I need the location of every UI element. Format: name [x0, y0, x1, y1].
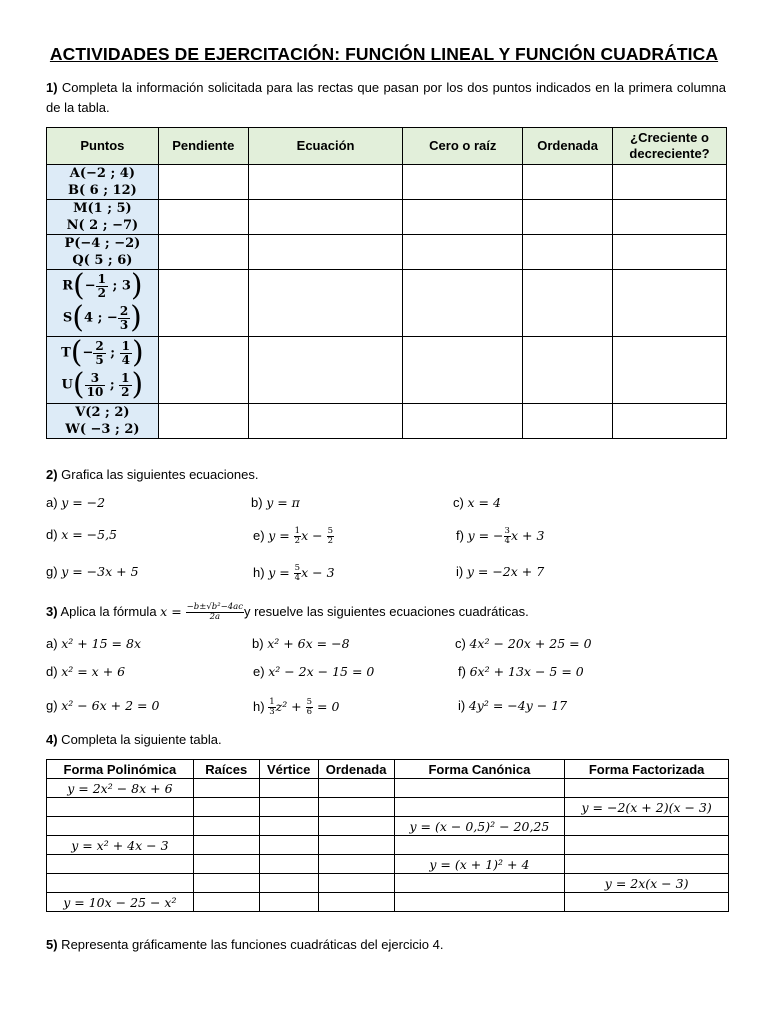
points-cell	[47, 165, 159, 200]
header-forma-factorizada: Forma Factorizada	[565, 760, 729, 779]
given-cell: y = (x + 1)² + 4	[394, 855, 565, 874]
quadratic-formula: $\frac{\text{−b±√b²−4ac}}{2a}$	[186, 602, 243, 623]
header-raices: Raíces	[193, 760, 259, 779]
point-label: T	[61, 345, 71, 361]
answer-cell[interactable]	[158, 337, 248, 404]
exercise-item: b) y = π	[251, 495, 300, 510]
exercise-1-instruction	[46, 78, 726, 118]
exercise-2-row	[46, 564, 726, 586]
header-vertice: Vértice	[259, 760, 318, 779]
exercise-item: e) x² − 2x − 15 = 0	[253, 664, 375, 679]
answer-cell[interactable]	[613, 270, 727, 337]
header-puntos: Puntos	[47, 128, 159, 165]
answer-cell[interactable]	[248, 337, 403, 404]
answer-cell[interactable]	[47, 798, 194, 817]
lines-table	[46, 127, 727, 439]
header-creciente: ¿Creciente o decreciente?	[613, 128, 727, 165]
answer-cell[interactable]	[394, 893, 565, 912]
exercise-item: i) 4y² = −4y − 17	[458, 698, 568, 713]
exercise-3-row	[46, 698, 726, 720]
minus-sign: −	[84, 278, 96, 294]
header-cero-raiz: Cero o raíz	[403, 128, 523, 165]
points-cell	[47, 337, 159, 404]
answer-cell[interactable]	[47, 817, 194, 836]
answer-cell[interactable]	[318, 855, 394, 874]
answer-cell[interactable]	[193, 855, 259, 874]
quadratic-table-header	[47, 760, 729, 779]
fraction: $\frac{1}{2}$	[97, 271, 106, 300]
answer-cell[interactable]	[403, 404, 523, 439]
answer-cell[interactable]	[613, 200, 727, 235]
given-cell: y = −2(x + 2)(x − 3)	[565, 798, 729, 817]
header-forma-polinomica: Forma Polinómica	[47, 760, 194, 779]
answer-cell[interactable]	[565, 779, 729, 798]
answer-cell[interactable]	[193, 893, 259, 912]
header-ecuacion: Ecuación	[248, 128, 403, 165]
answer-cell[interactable]	[259, 893, 318, 912]
given-cell: y = (x − 0,5)² − 20,25	[394, 817, 565, 836]
fraction: $\frac{1}{2}$	[121, 370, 130, 399]
answer-cell[interactable]	[613, 165, 727, 200]
answer-cell[interactable]	[565, 817, 729, 836]
answer-cell[interactable]	[523, 337, 613, 404]
quadratic-table	[46, 759, 729, 912]
point-label: S	[62, 310, 73, 326]
answer-cell[interactable]	[565, 893, 729, 912]
exercise-3-number: 3)	[46, 604, 58, 619]
exercise-item: a) y = −2	[46, 495, 106, 510]
exercise-2-instruction	[46, 465, 726, 485]
header-ordenada: Ordenada	[318, 760, 394, 779]
point-rest: ; 3	[112, 278, 131, 294]
exercise-item: c) x = 4	[453, 495, 501, 510]
answer-cell[interactable]	[47, 874, 194, 893]
table-row	[47, 270, 727, 337]
points-cell	[47, 200, 159, 235]
answer-cell[interactable]	[158, 200, 248, 235]
answer-cell[interactable]	[318, 836, 394, 855]
table-row	[47, 235, 727, 270]
answer-cell[interactable]	[318, 798, 394, 817]
exercise-item: h) y = $\frac{5}{4}$ x − 3	[253, 563, 335, 583]
header-ordenada: Ordenada	[523, 128, 613, 165]
header-forma-canonica: Forma Canónica	[394, 760, 565, 779]
answer-cell[interactable]	[259, 874, 318, 893]
exercise-5-number: 5)	[46, 937, 58, 952]
answer-cell[interactable]	[403, 270, 523, 337]
exercise-2-text: Grafica las siguientes ecuaciones.	[57, 467, 259, 482]
point-first: 4 ; −	[84, 310, 118, 326]
exercise-item: d) x = −5,5	[46, 527, 118, 542]
answer-cell[interactable]	[193, 836, 259, 855]
points-cell	[47, 270, 159, 337]
exercise-item: d) x² = x + 6	[46, 664, 126, 679]
answer-cell[interactable]	[248, 200, 403, 235]
point-v: V(2 ; 2)	[75, 405, 130, 420]
exercise-4-number: 4)	[46, 732, 58, 747]
exercise-5-text: Representa gráficamente las funciones cuadráticas del ejercicio 4.	[57, 937, 444, 952]
point-label: R	[62, 278, 73, 294]
answer-cell[interactable]	[259, 779, 318, 798]
answer-cell[interactable]	[394, 874, 565, 893]
point-label: U	[61, 377, 73, 393]
given-cell: y = 2x² − 8x + 6	[47, 779, 194, 798]
answer-cell[interactable]	[394, 779, 565, 798]
exercise-item: b) x² + 6x = −8	[252, 636, 350, 651]
table-row	[47, 200, 727, 235]
answer-cell[interactable]	[248, 235, 403, 270]
answer-cell[interactable]	[523, 404, 613, 439]
answer-cell[interactable]	[565, 855, 729, 874]
answer-cell[interactable]	[523, 200, 613, 235]
point-s: S(4 ; − $\frac{2}{3}$ )	[62, 300, 142, 335]
answer-cell[interactable]	[193, 779, 259, 798]
answer-cell[interactable]	[248, 404, 403, 439]
exercise-item: c) 4x² − 20x + 25 = 0	[455, 636, 592, 651]
exercise-3-text-b: y resuelve las siguientes ecuaciones cuadráticas.	[243, 604, 529, 619]
answer-cell[interactable]	[523, 270, 613, 337]
answer-cell[interactable]	[193, 874, 259, 893]
answer-cell[interactable]	[318, 817, 394, 836]
answer-cell[interactable]	[403, 235, 523, 270]
exercise-item: i) y = −2x + 7	[456, 564, 545, 579]
table-row	[47, 893, 729, 912]
answer-cell[interactable]	[193, 798, 259, 817]
answer-cell[interactable]	[47, 855, 194, 874]
page-title: ACTIVIDADES DE EJERCITACIÓN: FUNCIÓN LINEAL Y FUNCIÓN CUADRÁTICA	[49, 44, 719, 64]
answer-cell[interactable]	[403, 200, 523, 235]
answer-cell[interactable]	[613, 337, 727, 404]
table-row	[47, 855, 729, 874]
point-q: Q( 5 ; 6)	[72, 253, 133, 268]
answer-cell[interactable]	[259, 836, 318, 855]
point-u: U( $\frac{3}{10}$ ; $\frac{1}{2}$ )	[61, 367, 144, 402]
fraction: $\frac{2}{5}$	[95, 338, 104, 367]
answer-cell[interactable]	[394, 836, 565, 855]
point-m: M(1 ; 5)	[73, 201, 132, 216]
given-cell: y = x² + 4x − 3	[47, 836, 194, 855]
table-row	[47, 817, 729, 836]
exercise-1-text: Completa la información solicitada para las rectas que pasan por los dos puntos indicados en la primera columna de la tabla.	[46, 80, 726, 115]
answer-cell[interactable]	[248, 165, 403, 200]
exercise-item: g) y = −3x + 5	[46, 564, 139, 579]
answer-cell[interactable]	[318, 893, 394, 912]
point-a: A(−2 ; 4)	[69, 166, 136, 181]
exercise-4-text: Completa la siguiente tabla.	[57, 732, 222, 747]
answer-cell[interactable]	[523, 235, 613, 270]
header-pendiente: Pendiente	[158, 128, 248, 165]
answer-cell[interactable]	[613, 404, 727, 439]
exercise-item: g) x² − 6x + 2 = 0	[46, 698, 160, 713]
exercise-2-number: 2)	[46, 467, 58, 482]
exercise-3-text-a: Aplica la fórmula	[57, 604, 161, 619]
answer-cell[interactable]	[318, 874, 394, 893]
answer-cell[interactable]	[613, 235, 727, 270]
exercise-item: f) y = − $\frac{3}{4}$ x + 3	[456, 526, 545, 546]
fraction: $\frac{3}{10}$	[86, 370, 104, 399]
answer-cell[interactable]	[158, 165, 248, 200]
answer-cell[interactable]	[523, 165, 613, 200]
points-cell	[47, 235, 159, 270]
point-b: B( 6 ; 12)	[67, 183, 137, 198]
table-row	[47, 779, 729, 798]
exercise-item: f) 6x² + 13x − 5 = 0	[458, 664, 584, 679]
point-p: P(−4 ; −2)	[64, 236, 141, 251]
answer-cell[interactable]	[394, 798, 565, 817]
given-cell: y = 2x(x − 3)	[565, 874, 729, 893]
point-n: N( 2 ; −7)	[66, 218, 139, 233]
given-cell: y = 10x − 25 − x²	[47, 893, 194, 912]
point-t: T(− $\frac{2}{5}$ ; $\frac{1}{4}$ )	[61, 335, 144, 370]
table-row	[47, 404, 727, 439]
answer-cell[interactable]	[248, 270, 403, 337]
exercise-item: e) y = $\frac{1}{2}$ x − $\frac{5}{2}$	[253, 526, 333, 546]
exercise-item: a) x² + 15 = 8x	[46, 636, 141, 651]
formula-lhs: x =	[160, 604, 186, 619]
lines-table-header	[47, 128, 727, 165]
exercise-2-row	[46, 495, 726, 517]
answer-cell[interactable]	[158, 270, 248, 337]
exercise-3-instruction	[46, 602, 726, 622]
point-w: W( −3 ; 2)	[65, 422, 140, 437]
exercise-4-instruction	[46, 730, 726, 750]
minus-sign: −	[82, 345, 94, 361]
answer-cell[interactable]	[158, 404, 248, 439]
answer-cell[interactable]	[403, 337, 523, 404]
table-row	[47, 836, 729, 855]
answer-cell[interactable]	[259, 798, 318, 817]
exercise-2-row	[46, 527, 726, 549]
answer-cell[interactable]	[403, 165, 523, 200]
exercise-item: h) $\frac{1}{3}$ z² + $\frac{5}{6}$ = 0	[253, 697, 340, 717]
point-r: R(− $\frac{1}{2}$ ; 3)	[62, 268, 143, 303]
exercise-3-row	[46, 664, 726, 686]
answer-cell[interactable]	[158, 235, 248, 270]
answer-cell[interactable]	[259, 817, 318, 836]
exercise-5-instruction	[46, 935, 726, 955]
points-cell	[47, 404, 159, 439]
exercise-1-number: 1)	[46, 80, 58, 95]
exercise-3-row	[46, 636, 726, 658]
fraction: $\frac{1}{4}$	[121, 338, 130, 367]
answer-cell[interactable]	[259, 855, 318, 874]
table-row	[47, 874, 729, 893]
fraction: $\frac{2}{3}$	[119, 303, 129, 332]
table-row	[47, 337, 727, 404]
answer-cell[interactable]	[565, 836, 729, 855]
answer-cell[interactable]	[318, 779, 394, 798]
table-row	[47, 165, 727, 200]
answer-cell[interactable]	[193, 817, 259, 836]
table-row	[47, 798, 729, 817]
